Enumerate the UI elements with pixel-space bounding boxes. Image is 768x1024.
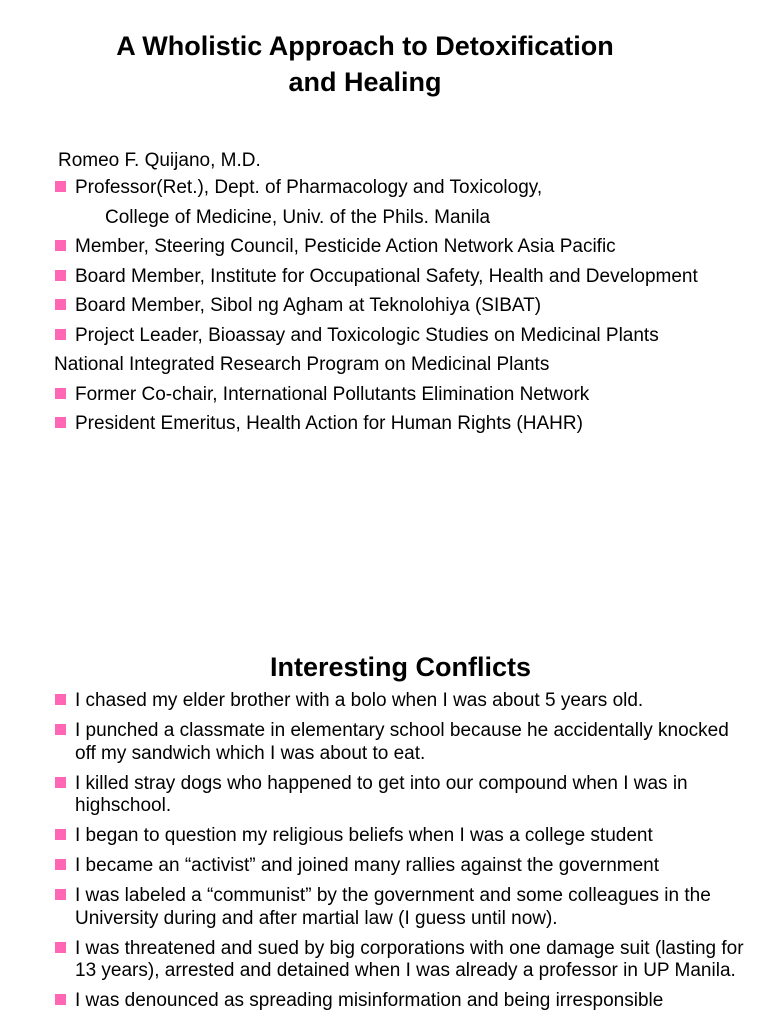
title-line-1: A Wholistic Approach to Detoxification <box>116 31 614 61</box>
list-item <box>0 855 768 878</box>
list-item-text: I chased my elder brother with a bolo when I was about 5 years old. <box>75 690 644 711</box>
list-item-text: I became an “activist” and joined many rallies against the government <box>75 855 660 876</box>
list-item <box>0 295 768 318</box>
list-item-plain <box>0 354 768 377</box>
conflicts-list <box>0 690 768 1020</box>
list-item <box>0 825 768 848</box>
list-item-text: President Emeritus, Health Action for Human Rights (HAHR) <box>75 413 583 434</box>
list-item <box>0 384 768 407</box>
credentials-list <box>0 177 768 443</box>
bullet-square-icon <box>55 417 66 428</box>
list-item-text: Member, Steering Council, Pesticide Action Network Asia Pacific <box>75 236 616 257</box>
list-item-text: Board Member, Sibol ng Agham at Teknolohiya (SIBAT) <box>75 295 542 316</box>
list-item-text: I killed stray dogs who happened to get into our compound when I was in highschool. <box>75 772 688 816</box>
bullet-square-icon <box>55 240 66 251</box>
list-item <box>0 938 768 983</box>
title-line-2: and Healing <box>288 67 442 97</box>
bullet-square-icon <box>55 329 66 340</box>
slide-2 <box>0 512 768 1024</box>
slide-2-title: Interesting Conflicts <box>269 652 532 682</box>
list-item-text: Board Member, Institute for Occupational Safety, Health and Development <box>75 265 698 287</box>
bullet-square-icon <box>55 829 66 840</box>
slide-1-title <box>0 28 730 100</box>
list-item-text: I was labeled a “communist” by the government and some colleagues in the University during and after martial law (I guess until now). <box>75 885 711 929</box>
list-item-text: Former Co-chair, International Pollutants Elimination Network <box>75 383 590 405</box>
list-item-text: Professor(Ret.), Dept. of Pharmacology and Toxicology, <box>75 177 543 198</box>
list-item-text: I began to question my religious beliefs when I was a college student <box>75 825 653 846</box>
list-item <box>0 325 768 348</box>
bullet-square-icon <box>55 388 66 399</box>
list-item <box>0 177 768 229</box>
bullet-square-icon <box>55 694 66 705</box>
author-name: Romeo F. Quijano, M.D. <box>58 150 261 171</box>
list-item <box>0 885 768 930</box>
list-item <box>0 413 768 436</box>
list-item-text: I was denounced as spreading misinformation and being irresponsible <box>75 990 664 1011</box>
bullet-square-icon <box>55 889 66 900</box>
list-item <box>0 266 768 289</box>
list-item-text: Project Leader, Bioassay and Toxicologic Studies on Medicinal Plants <box>75 324 659 346</box>
list-item-text: I punched a classmate in elementary school because he accidentally knocked off my sandwich which I was about to eat. <box>75 720 729 764</box>
list-item <box>0 990 768 1013</box>
list-item-text: National Integrated Research Program on Medicinal Plants <box>54 354 550 375</box>
bullet-square-icon <box>55 777 66 788</box>
bullet-square-icon <box>55 942 66 953</box>
bullet-square-icon <box>55 270 66 281</box>
list-item <box>0 773 768 818</box>
bullet-square-icon <box>55 724 66 735</box>
bullet-square-icon <box>55 994 66 1005</box>
bullet-square-icon <box>55 859 66 870</box>
bullet-square-icon <box>55 181 66 192</box>
list-item <box>0 236 768 259</box>
bullet-square-icon <box>55 299 66 310</box>
list-item <box>0 720 768 765</box>
list-item-continuation: College of Medicine, Univ. of the Phils. Manila <box>105 206 491 228</box>
list-item <box>0 690 768 713</box>
list-item-text: I was threatened and sued by big corporations with one damage suit (lasting for 13 years), arrested and detained when I was already a professor in UP Manila. <box>75 937 744 981</box>
